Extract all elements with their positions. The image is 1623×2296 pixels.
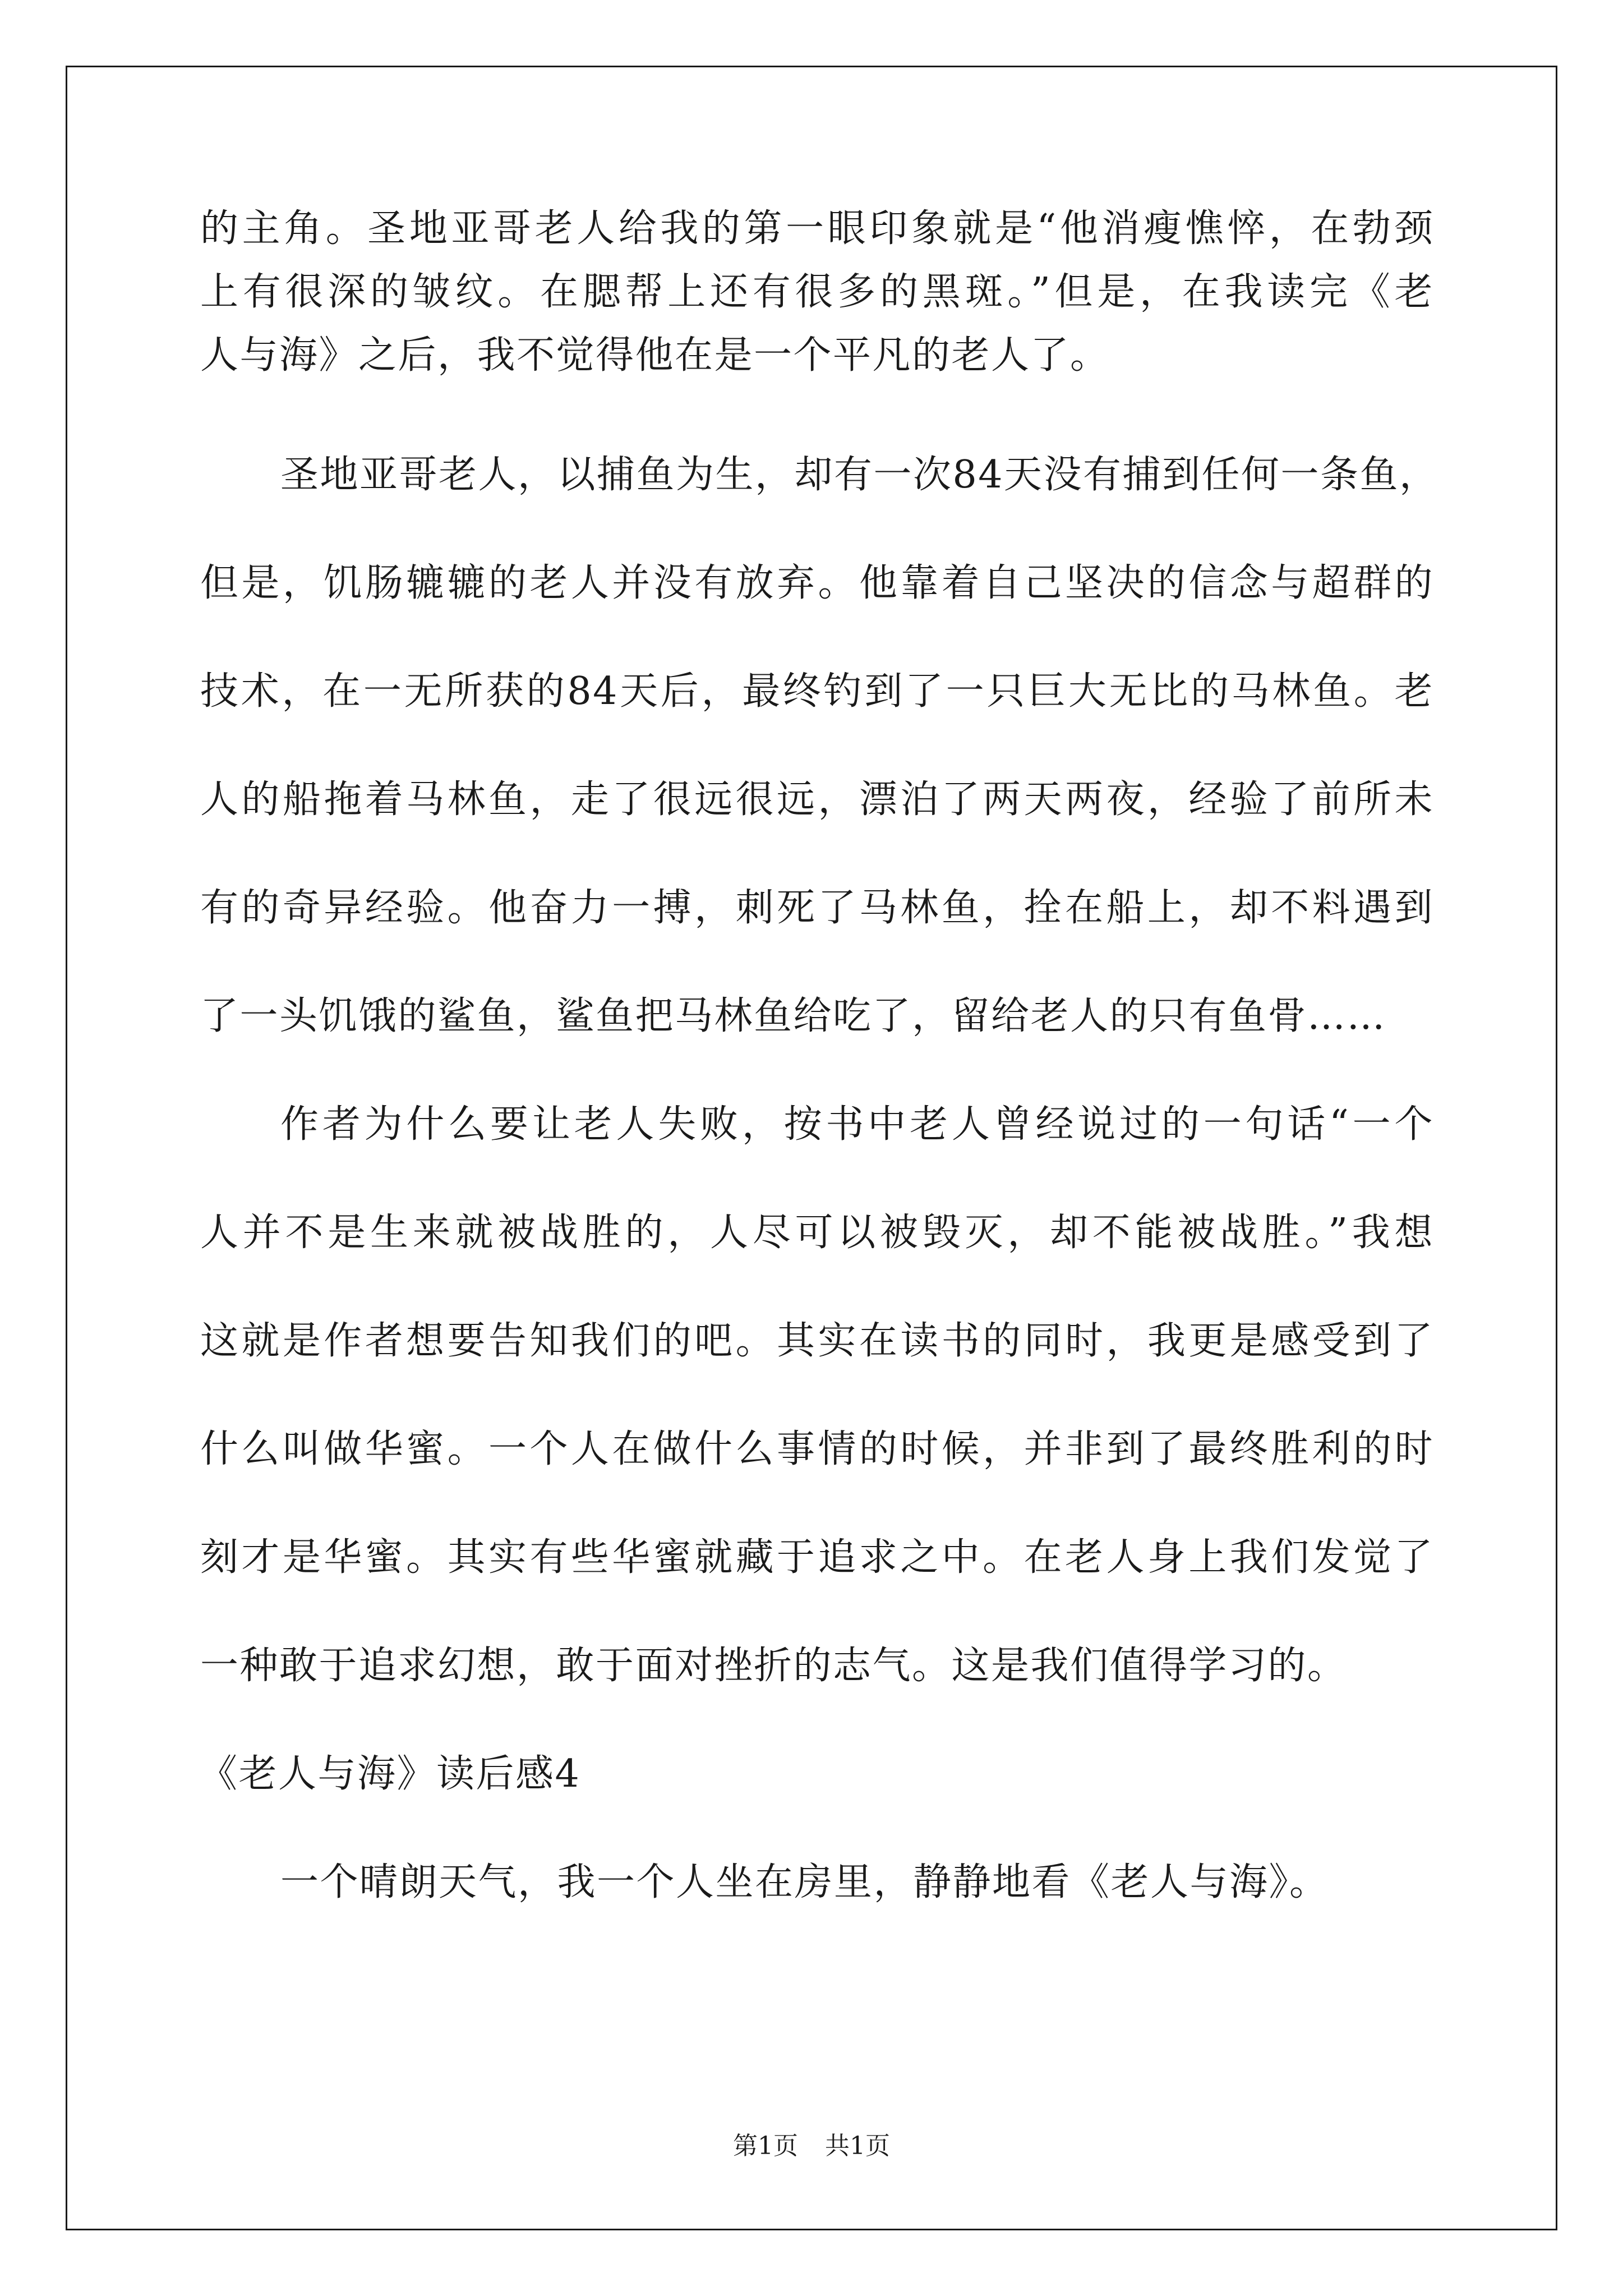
text-line: 的主角。圣地亚哥老人给我的第一眼印象就是“他消瘦憔悴，在勃颈: [200, 206, 1434, 251]
text-line: 什么叫做华蜜。一个人在做什么事情的时候，并非到了最终胜利的时: [200, 1427, 1434, 1471]
text-line: 刻才是华蜜。其实有些华蜜就藏于追求之中。在老人身上我们发觉了: [200, 1535, 1434, 1580]
text-line: 了一头饥饿的鲨鱼，鲨鱼把马林鱼给吃了，留给老人的只有鱼骨……: [200, 994, 1387, 1038]
page-number: 第1页: [733, 2132, 798, 2160]
document-body: [199, 206, 1439, 1905]
text-line: 这就是作者想要告知我们的吧。其实在读书的同时，我更是感受到了: [200, 1319, 1434, 1363]
text-line: 上有很深的皱纹。在腮帮上还有很多的黑斑。”但是，在我读完《老: [200, 270, 1434, 314]
text-line: 有的奇异经验。他奋力一搏，刺死了马林鱼，拴在船上，却不料遇到: [200, 886, 1434, 930]
section-heading: 《老人与海》读后感4: [199, 1752, 581, 1796]
text-line: 圣地亚哥老人，以捕鱼为生，却有一次84天没有捕到任何一条鱼，: [280, 453, 1439, 497]
text-line: 人与海》之后，我不觉得他在是一个平凡的老人了。: [200, 333, 1110, 378]
text-line: 作者为什么要让老人失败，按书中老人曾经说过的一句话“一个: [280, 1102, 1434, 1147]
text-line: 人的船拖着马林鱼，走了很远很远，漂泊了两天两夜，经验了前所未: [200, 777, 1434, 822]
text-line: 技术，在一无所获的84天后，最终钓到了一只巨大无比的马林鱼。老: [200, 669, 1434, 714]
paragraph-3: [200, 1102, 1434, 1688]
text-line: 但是，饥肠辘辘的老人并没有放弃。他靠着自己坚决的信念与超群的: [200, 561, 1434, 605]
page-footer: [0, 2132, 1623, 2161]
paragraph-2: [200, 453, 1439, 1039]
text-line: 一个晴朗天气，我一个人坐在房里，静静地看《老人与海》。: [280, 1860, 1329, 1904]
page-total: 共1页: [825, 2132, 890, 2160]
text-line: 人并不是生来就被战胜的，人尽可以被毁灭，却不能被战胜。”我想: [200, 1211, 1434, 1255]
paragraph-1: [200, 206, 1434, 378]
text-line: 一种敢于追求幻想，敢于面对挫折的志气。这是我们值得学习的。: [200, 1644, 1347, 1688]
